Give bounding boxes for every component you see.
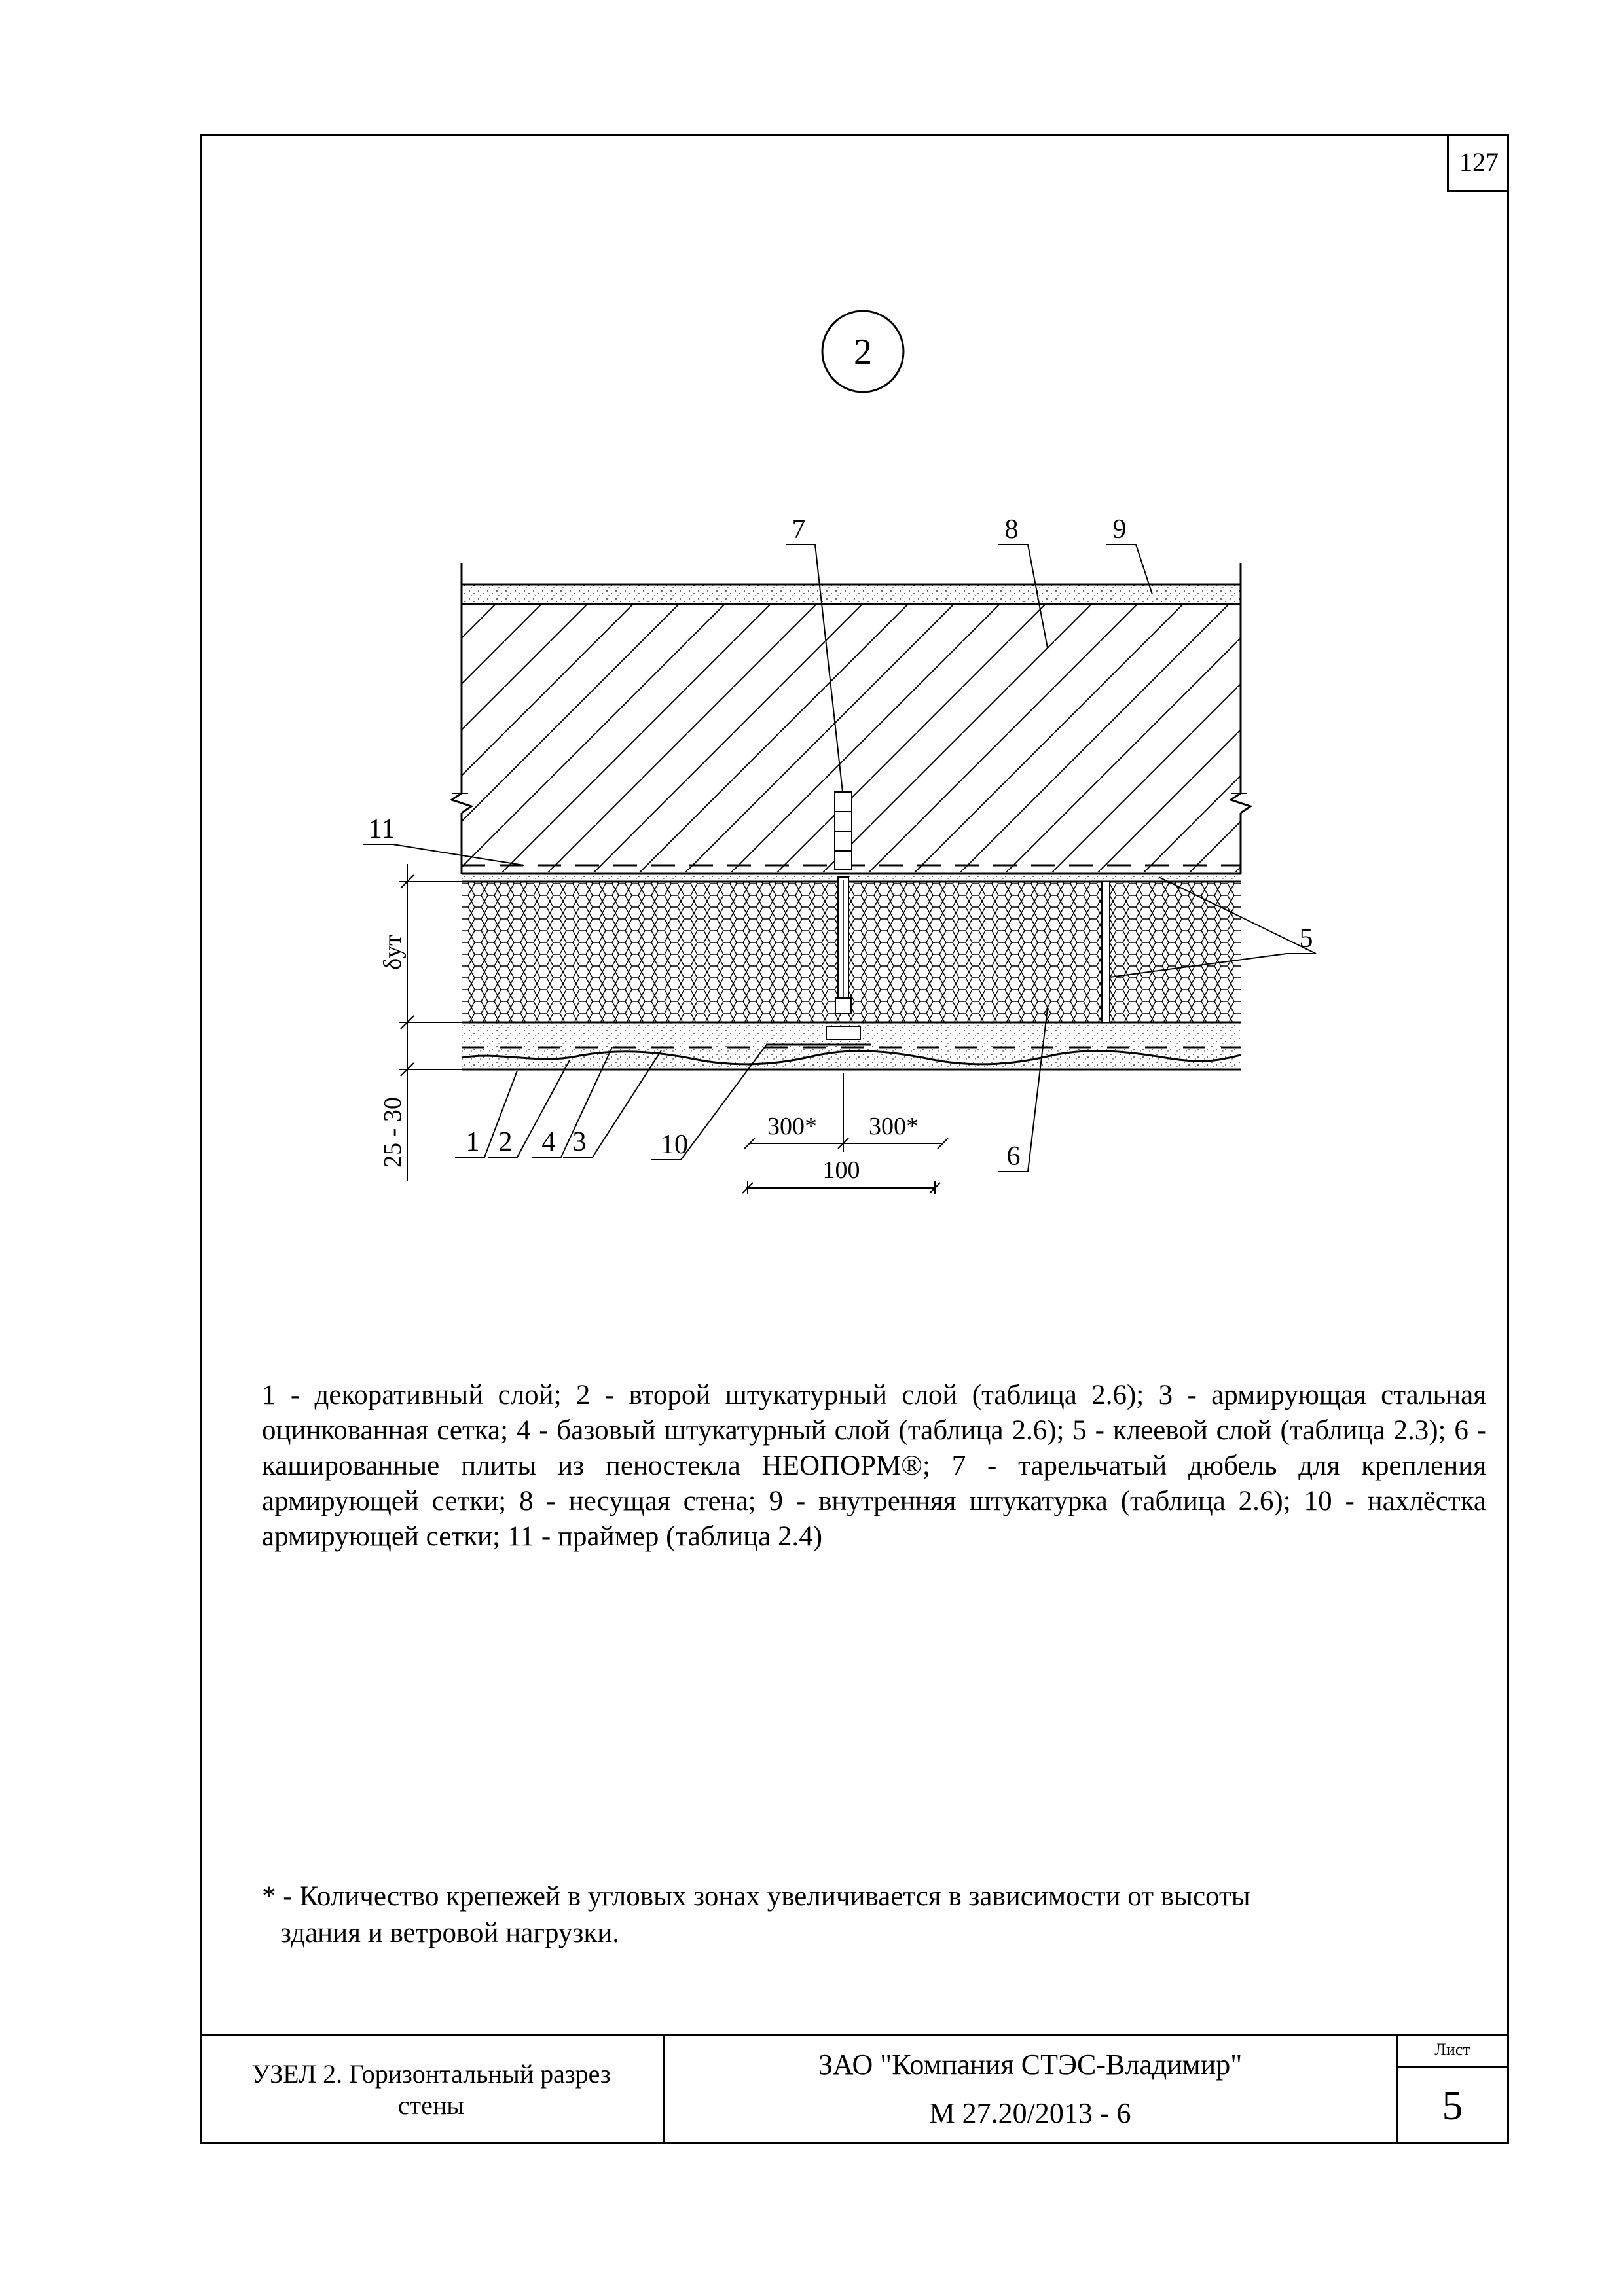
callout-1: 1 [465, 1127, 480, 1157]
overlap-label: 100 [822, 1157, 860, 1184]
insulation-thickness-label: δут [379, 935, 407, 970]
title-block-sheet [1398, 2036, 1507, 2144]
callout-8: 8 [1004, 514, 1019, 545]
render-thickness-label: 25 - 30 [379, 1097, 407, 1168]
spacing-right-label: 300* [869, 1113, 919, 1140]
callout-3: 3 [572, 1127, 587, 1157]
detail-marker [822, 311, 903, 392]
spacing-left-label: 300* [767, 1113, 817, 1140]
footnote-marker: * - [262, 1881, 293, 1912]
callout-4: 4 [541, 1127, 556, 1157]
detail-marker-label: 2 [854, 332, 872, 372]
title-block [200, 2034, 1509, 2144]
page-number: 127 [1447, 134, 1509, 192]
callout-9: 9 [1112, 514, 1127, 545]
title-name-line2: стены [397, 2090, 465, 2120]
footnote-line1: Количество крепежей в угловых зонах увеличивается в зависимости от высоты [299, 1881, 1250, 1912]
document-code: М 27.20/2013 - 6 [929, 2097, 1131, 2129]
callout-5: 5 [1299, 924, 1313, 954]
adhesive-layer [462, 874, 1241, 882]
title-name-line1: УЗЕЛ 2. Горизонтальный разрез [251, 2059, 611, 2089]
callout-11: 11 [368, 814, 395, 844]
sheet-label: Лист [1398, 2036, 1507, 2068]
title-block-company [665, 2036, 1398, 2144]
title-block-name [200, 2036, 665, 2144]
callout-10: 10 [661, 1130, 688, 1160]
company-name: ЗАО "Компания СТЭС-Владимир" [818, 2049, 1243, 2081]
sheet-number: 5 [1442, 2082, 1463, 2128]
callout-2: 2 [498, 1127, 513, 1157]
footnote [262, 1878, 1453, 1952]
callout-7: 7 [792, 514, 806, 545]
inner-plaster-layer [462, 584, 1241, 604]
footnote-line2: здания и ветровой нагрузки. [280, 1918, 620, 1948]
callout-6: 6 [1006, 1141, 1021, 1172]
legend-text: 1 - декоративный слой; 2 - второй штукатурный слой (таблица 2.6); 3 - армирующая стальная оцинкованная сетка; 4 - базовый штукатурный слой (таблица 2.6); 5 - клеевой слой (таблица 2.3); 6 - кашированные плиты из пеностекла НЕОПОРМ®; 7 - тарельчатый дюбель для крепления армирующей сетки; 8 - несущая стена; 9 - внутренняя штукатурка (таблица 2.6); 10 - нахлёстка армирующей сетки; 11 - праймер (таблица 2.4) [262, 1380, 1486, 1552]
